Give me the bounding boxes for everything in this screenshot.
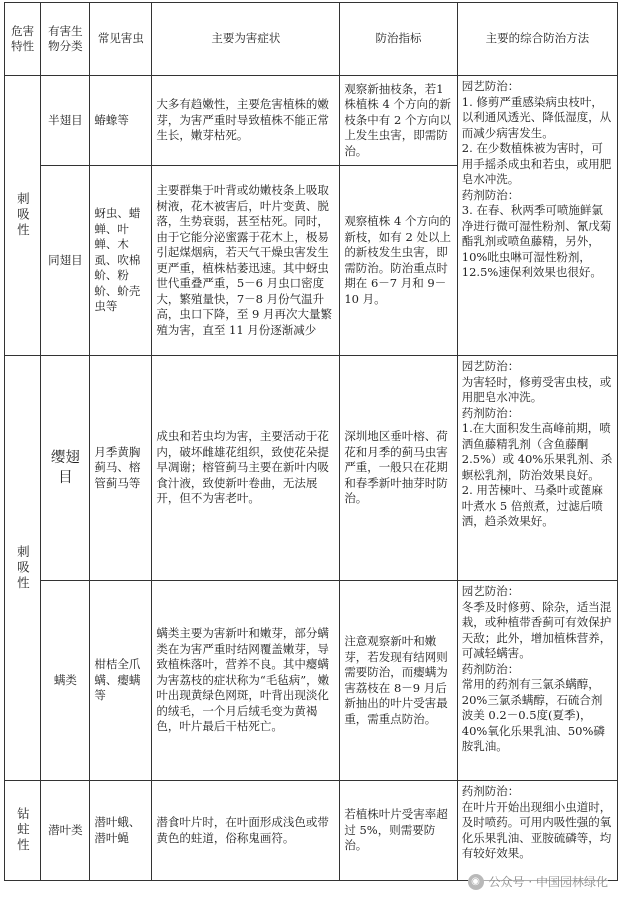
table-row — [5, 581, 618, 781]
pests-cell: 蝽蟓等 — [90, 76, 152, 166]
header-common-pests: 常见害虫 — [90, 3, 152, 76]
symptoms-cell: 潜食叶片时，在叶面形成浅色或带黄色的蛀道，俗称鬼画符。 — [152, 781, 340, 881]
header-threshold: 防治指标 — [340, 3, 457, 76]
wechat-icon: ◉ — [468, 874, 484, 890]
threshold-cell: 若植株叶片受害率超过 5%，则需要防治。 — [340, 781, 457, 881]
threshold-cell: 深圳地区垂叶榕、荷花和月季的蓟马虫害严重，一般只在花期和春季新叶抽芽时防治。 — [340, 356, 457, 581]
symptoms-cell: 成虫和若虫均为害，主要活动于花内，破坏雌雄花组织，致使花朵提早凋谢；榕管蓟马主要在新叶内吸食汁液，致使新叶卷曲，无法展开，但不为害老叶。 — [152, 356, 340, 581]
header-symptoms: 主要为害症状 — [152, 3, 340, 76]
category-cell: 螨类 — [41, 581, 90, 781]
group-cell — [5, 781, 41, 881]
watermark — [468, 873, 608, 890]
threshold-cell: 观察新抽枝条，若1株植株 4 个方向的新枝条中有 2 个方向以上发生虫害，即需防治。 — [340, 76, 457, 166]
header-hazard-type: 危害特性 — [5, 3, 41, 76]
category-cell: 潜叶类 — [41, 781, 90, 881]
symptoms-cell: 主要群集于叶背或幼嫩枝条上吸取树液，花木被害后，叶片变黄、脱落，生势衰弱，甚至枯死。同时，由于它能分泌蜜露于花木上，极易引起煤烟病，若天气干燥虫害发生更严重，植株枯萎迅速。其中蚜虫世代重叠严重，5－6 月虫口密度大，繁殖量快，7－8 月份气温升高，虫口下降，至 9 月再次大量繁殖为害，直至 11 月份逐渐减少 — [152, 166, 340, 356]
pest-control-table — [4, 2, 618, 881]
group-cell — [5, 76, 41, 356]
pests-cell: 柑桔全爪螨、瘿螨等 — [90, 581, 152, 781]
watermark-text: 公众号 · 中国园林绿化 — [488, 875, 608, 889]
methods-cell: 园艺防治： 冬季及时修剪、除杂，适当混栽，或种植带香蓟可有效保护天敌；此外，增加植株营养，可减轻螨害。 药剂防治： 常用的药剂有三氯杀螨醇，20%三氯杀螨醇，石硫合剂波美 0.2－0.5度(夏季)，40%氧化乐果乳油、50%磷胺乳油。 — [457, 581, 617, 781]
table-row — [5, 781, 618, 881]
pests-cell: 蚜虫、蜡蝉、叶蝉、木虱、吹棉蚧、粉蚧、蚧壳虫等 — [90, 166, 152, 356]
methods-cell: 药剂防治： 在叶片开始出现细小虫道时，及时喷药。可用内吸性强的氧化乐果乳油、亚胺硫磷等，均有较好效果。 — [457, 781, 617, 881]
header-pest-class: 有害生物分类 — [41, 3, 90, 76]
threshold-cell: 注意观察新叶和嫩芽，若发现有结网则需要防治，而瘿螨为害荔枝在 8－9 月后新抽出的叶片受害最重，需重点防治。 — [340, 581, 457, 781]
header-methods: 主要的综合防治方法 — [457, 3, 617, 76]
pests-cell: 月季黄胸蓟马、榕管蓟马等 — [90, 356, 152, 581]
group-cell — [5, 356, 41, 781]
category-cell: 同翅目 — [41, 166, 90, 356]
symptoms-cell: 大多有趋嫩性，主要危害植株的嫩芽，为害严重时导致植株不能正常生长，嫩芽枯死。 — [152, 76, 340, 166]
table-row — [5, 76, 618, 166]
table-row — [5, 356, 618, 581]
header-row — [5, 3, 618, 76]
category-cell: 缨翅目 — [41, 356, 90, 581]
group-label: 刺吸性 — [15, 192, 31, 239]
category-cell: 半翅目 — [41, 76, 90, 166]
group-label: 钻蛀性 — [15, 807, 31, 854]
group-label: 刺吸性 — [15, 544, 31, 592]
methods-cell: 园艺防治： 为害轻时，修剪受害虫枝，或用肥皂水冲洗。 药剂防治： 1.在大面积发生高峰前期，喷洒鱼藤精乳剂（含鱼藤酮 2.5%）或 40%乐果乳剂、杀螟松乳剂，防治效果良好。 2. 用苦楝叶、马桑叶或蓖麻叶煮水 5 倍煎煮，过滤后喷洒，趋杀效果好。 — [457, 356, 617, 581]
threshold-cell: 观察植株 4 个方向的新枝，如有 2 处以上的新枝发生虫害，即需防治。防治重点时期在 6－7 月和 9－10 月。 — [340, 166, 457, 356]
pests-cell: 潜叶蛾、潜叶蝇 — [90, 781, 152, 881]
symptoms-cell: 螨类主要为害新叶和嫩芽，部分螨类在为害严重时结网覆盖嫩芽，导致植株落叶，营养不良。其中瘿螨为害荔枝的症状称为“毛毡病”，嫩叶出现黄绿色网斑，叶背出现淡化的绒毛，一个月后绒毛变为黄褐色，叶片最后干枯死亡。 — [152, 581, 340, 781]
methods-cell: 园艺防治： 1. 修剪严重感染病虫枝叶，以利通风透光、降低湿度，从而减少病害发生。 2. 在少数植株被为害时，可用手摇杀成虫和若虫，或用肥皂水冲洗。 药剂防治： 3. 在春、秋两季可喷施鲜氯净进行微可湿性粉剂、氰戊菊酯乳剂或喷鱼藤精，另外，10%吡虫啉可湿性粉剂，12.5%速保利效果也很好。 — [457, 76, 617, 356]
